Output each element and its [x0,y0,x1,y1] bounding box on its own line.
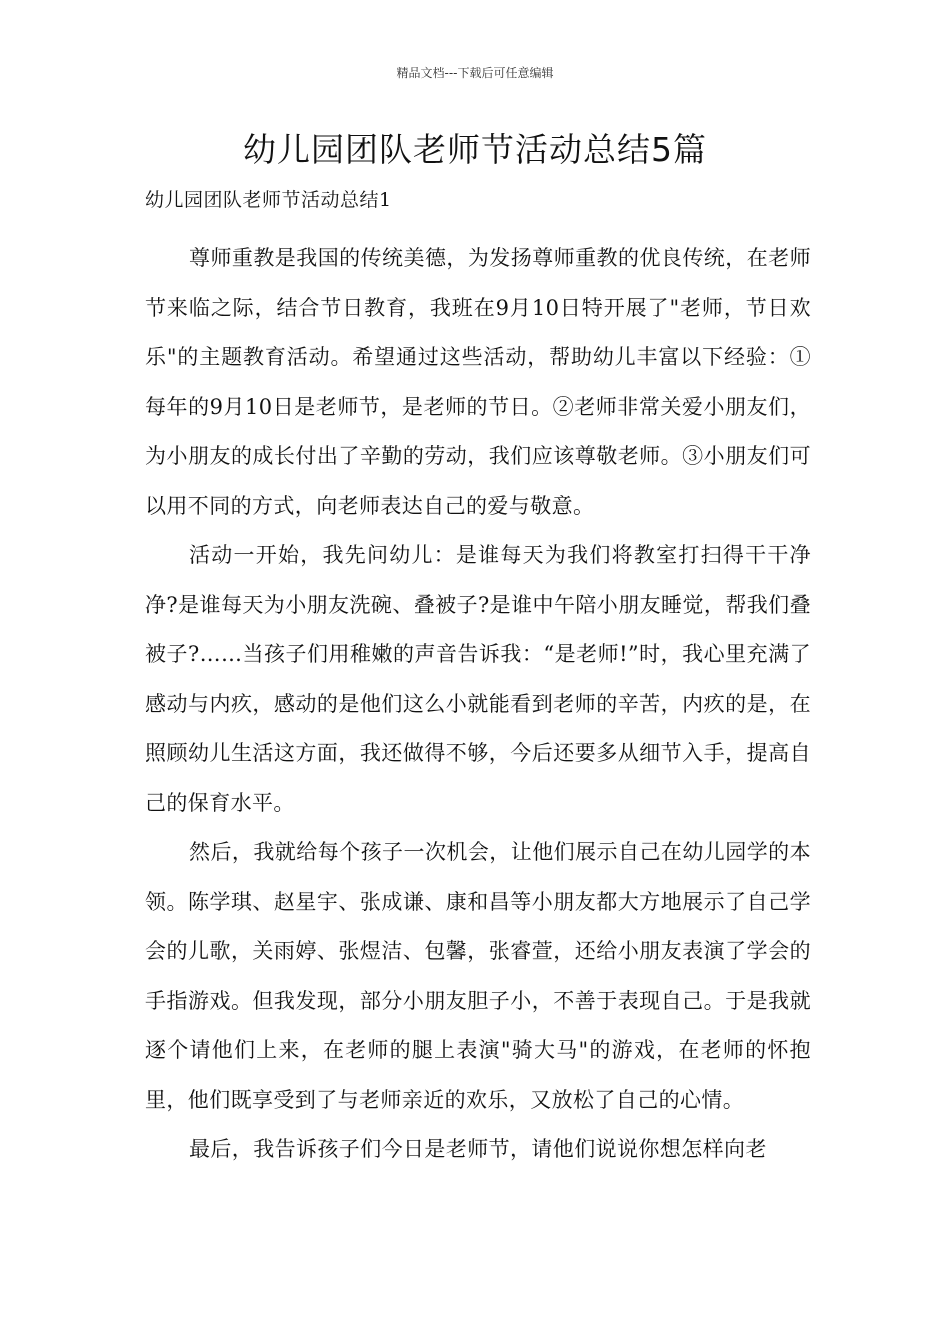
document-body [145,184,811,1175]
document-title: 幼儿园团队老师节活动总结5篇 [243,130,707,169]
paragraph-3: 然后，我就给每个孩子一次机会，让他们展示自己在幼儿园学的本领。陈学琪、赵星宇、张成谦、康和昌等小朋友都大方地展示了自己学会的儿歌，关雨婷、张煜洁、包馨，张睿萱，还给小朋友表演了学会的手指游戏。但我发现，部分小朋友胆子小，不善于表现自己。于是我就逐个请他们上来，在老师的腿上表演"骑大马"的游戏，在老师的怀抱里，他们既享受到了与老师亲近的欢乐，又放松了自己的心情。 [145,840,811,1112]
paragraph-2: 活动一开始，我先问幼儿：是谁每天为我们将教室打扫得干干净净?是谁每天为小朋友洗碗、叠被子?是谁中午陪小朋友睡觉，帮我们叠被子?……当孩子们用稚嫩的声音告诉我：“是老师!”时，我心里充满了感动与内疚，感动的是他们这么小就能看到老师的辛苦，内疚的是，在照顾幼儿生活这方面，我还做得不够，今后还要多从细节入手，提高自己的保育水平。 [145,543,811,815]
paragraph-1: 尊师重教是我国的传统美德，为发扬尊师重教的优良传统，在老师节来临之际，结合节日教育，我班在9月10日特开展了"老师，节日欢乐"的主题教育活动。希望通过这些活动，帮助幼儿丰富以下经验：①每年的9月10日是老师节，是老师的节日。②老师非常关爱小朋友们，为小朋友的成长付出了辛勤的劳动，我们应该尊敬老师。③小朋友们可以用不同的方式，向老师表达自己的爱与敬意。 [145,246,811,518]
header-note: 精品文档---下载后可任意编辑 [396,66,554,80]
paragraph-4: 最后，我告诉孩子们今日是老师节，请他们说说你想怎样向老 [189,1137,767,1161]
section-heading: 幼儿园团队老师节活动总结1 [145,189,392,211]
